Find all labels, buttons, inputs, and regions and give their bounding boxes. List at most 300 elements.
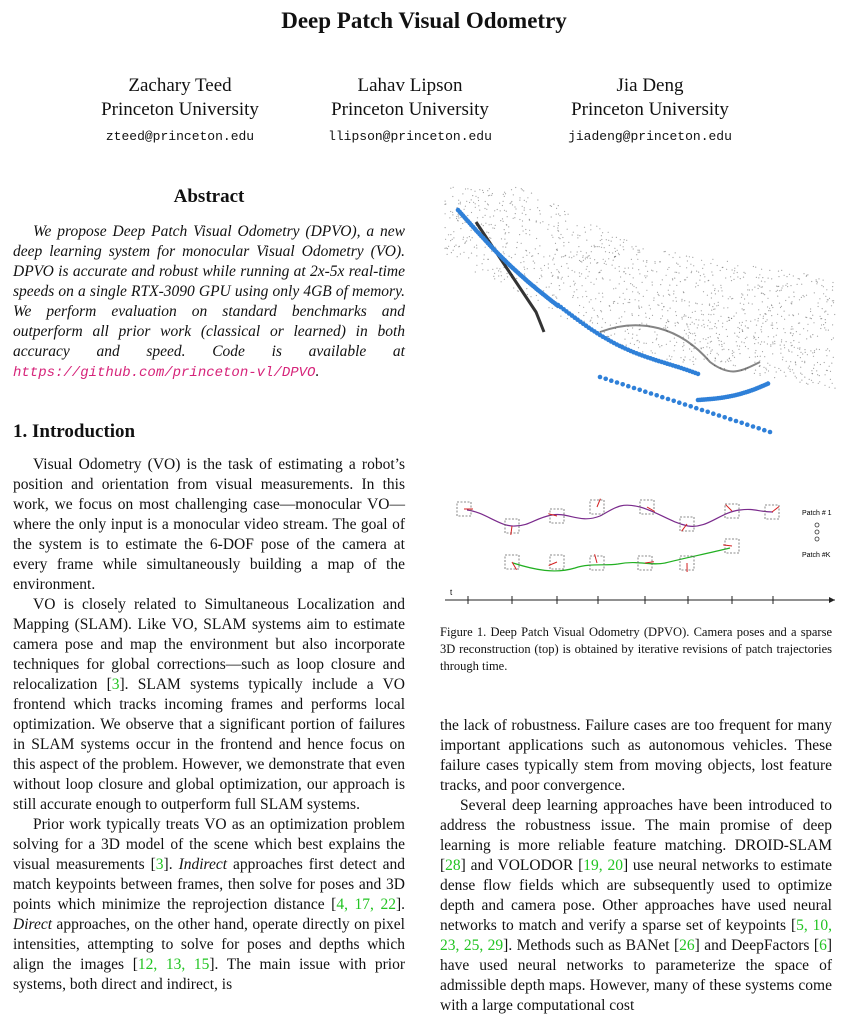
camera-pose-marker — [677, 400, 682, 405]
cloud-point — [614, 301, 615, 302]
cloud-point — [737, 276, 738, 277]
cloud-point — [711, 310, 712, 311]
cloud-point — [777, 314, 778, 315]
cloud-point — [611, 241, 612, 242]
cloud-point — [708, 320, 709, 321]
cloud-point — [804, 296, 805, 297]
cloud-point — [510, 203, 511, 204]
cloud-point — [501, 281, 502, 282]
cloud-point — [456, 216, 457, 217]
cloud-point — [586, 257, 587, 258]
cloud-point — [467, 237, 468, 238]
cloud-point — [657, 334, 658, 335]
cloud-point — [765, 368, 766, 369]
cloud-point — [790, 332, 791, 333]
cloud-point — [471, 230, 472, 231]
cloud-point — [476, 255, 477, 256]
cloud-point — [551, 235, 552, 236]
cloud-point — [614, 256, 615, 257]
cloud-point — [585, 278, 586, 279]
camera-pose-marker — [696, 372, 701, 377]
cloud-point — [618, 253, 619, 254]
cloud-point — [700, 341, 701, 342]
left-column — [13, 186, 405, 995]
author-name: Zachary Teed — [128, 75, 232, 96]
cloud-point — [610, 325, 611, 326]
cloud-point — [759, 286, 760, 287]
cloud-point — [577, 237, 578, 238]
cloud-point — [742, 329, 743, 330]
cloud-point — [483, 259, 484, 260]
cloud-point — [522, 213, 523, 214]
cloud-point — [606, 239, 607, 240]
cloud-point — [758, 318, 759, 319]
cloud-point — [758, 337, 759, 338]
cloud-point — [504, 253, 505, 254]
cloud-point — [762, 301, 763, 302]
emphasis: Indirect — [178, 856, 228, 873]
cloud-point — [576, 254, 577, 255]
cloud-point — [818, 383, 819, 384]
cloud-point — [810, 308, 811, 309]
cloud-point — [556, 214, 557, 215]
cloud-point — [561, 256, 562, 257]
cloud-point — [669, 285, 670, 286]
flow-arrow — [772, 507, 779, 513]
cloud-point — [824, 311, 825, 312]
cloud-point — [807, 384, 808, 385]
flow-arrow — [511, 526, 512, 535]
cloud-point — [632, 327, 633, 328]
cloud-point — [621, 316, 622, 317]
cloud-point — [712, 349, 713, 350]
cloud-point — [639, 273, 640, 274]
cloud-point — [513, 287, 514, 288]
cloud-point — [709, 328, 710, 329]
cloud-point — [798, 313, 799, 314]
cloud-point — [747, 289, 748, 290]
cloud-point — [491, 195, 492, 196]
cloud-point — [817, 336, 818, 337]
cloud-point — [632, 291, 633, 292]
cloud-point — [641, 307, 642, 308]
cloud-point — [833, 357, 834, 358]
flow-arrow — [723, 545, 732, 546]
cloud-point — [823, 324, 824, 325]
cloud-point — [728, 349, 729, 350]
cloud-point — [773, 336, 774, 337]
cloud-point — [786, 341, 787, 342]
cloud-point — [609, 279, 610, 280]
cloud-point — [476, 247, 477, 248]
cloud-point — [722, 267, 723, 268]
cloud-point — [814, 292, 815, 293]
cloud-point — [450, 188, 451, 189]
citation-link[interactable]: 19, 20 — [583, 857, 623, 874]
cloud-point — [714, 360, 715, 361]
cloud-point — [471, 253, 472, 254]
cloud-point — [790, 371, 791, 372]
cloud-point — [559, 285, 560, 286]
patch-1-label: Patch # 1 — [802, 510, 832, 517]
cloud-point — [793, 275, 794, 276]
cloud-point — [776, 291, 777, 292]
abstract-section — [13, 186, 405, 383]
cloud-point — [755, 352, 756, 353]
cloud-point — [759, 373, 760, 374]
cloud-point — [529, 234, 530, 235]
cloud-point — [777, 328, 778, 329]
cloud-point — [674, 345, 675, 346]
cloud-point — [526, 255, 527, 256]
cloud-point — [496, 268, 497, 269]
cloud-point — [458, 246, 459, 247]
cloud-point — [818, 306, 819, 307]
cloud-point — [718, 305, 719, 306]
cloud-point — [780, 307, 781, 308]
cloud-point — [570, 286, 571, 287]
cloud-point — [666, 322, 667, 323]
cloud-point — [558, 271, 559, 272]
cloud-point — [574, 284, 575, 285]
cloud-point — [636, 254, 637, 255]
cloud-point — [743, 277, 744, 278]
cloud-point — [502, 218, 503, 219]
cloud-point — [521, 243, 522, 244]
author-email[interactable]: zteed@princeton.edu — [105, 129, 255, 144]
cloud-point — [610, 310, 611, 311]
cloud-point — [723, 349, 724, 350]
figure-1 — [440, 182, 840, 622]
cloud-point — [700, 275, 701, 276]
cloud-point — [762, 277, 763, 278]
cloud-point — [709, 305, 710, 306]
cloud-point — [635, 299, 636, 300]
cloud-point — [660, 318, 661, 319]
cloud-point — [629, 302, 630, 303]
camera-pose-marker — [654, 393, 659, 398]
cloud-point — [731, 280, 732, 281]
cloud-point — [687, 277, 688, 278]
cloud-point — [833, 300, 834, 301]
cloud-point — [690, 264, 691, 265]
cloud-point — [701, 314, 702, 315]
cloud-point — [759, 274, 760, 275]
cloud-point — [516, 278, 517, 279]
ellipsis-dot — [815, 537, 819, 541]
cloud-point — [710, 314, 711, 315]
cloud-point — [581, 273, 582, 274]
cloud-point — [630, 343, 631, 344]
cloud-point — [792, 335, 793, 336]
cloud-point — [489, 195, 490, 196]
cloud-point — [444, 204, 445, 205]
cloud-point — [474, 191, 475, 192]
citation-link[interactable]: 3 — [155, 856, 164, 873]
cloud-point — [780, 348, 781, 349]
cloud-point — [465, 206, 466, 207]
citation-link[interactable]: 5, 10, 23, 25, 29 — [440, 917, 833, 954]
cloud-point — [652, 284, 653, 285]
cloud-point — [657, 292, 658, 293]
cloud-point — [793, 372, 794, 373]
cloud-point — [449, 217, 450, 218]
cloud-point — [756, 277, 757, 278]
cloud-point — [647, 271, 648, 272]
cloud-point — [658, 294, 659, 295]
cloud-point — [737, 272, 738, 273]
cloud-point — [629, 274, 630, 275]
cloud-point — [556, 269, 557, 270]
cloud-point — [738, 349, 739, 350]
cloud-point — [619, 283, 620, 284]
cloud-point — [537, 199, 538, 200]
cloud-point — [563, 242, 564, 243]
cloud-point — [689, 256, 690, 257]
cloud-point — [759, 366, 760, 367]
cloud-point — [799, 278, 800, 279]
cloud-point — [676, 263, 677, 264]
cloud-point — [814, 350, 815, 351]
cloud-point — [529, 230, 530, 231]
author-email[interactable]: llipson@princeton.edu — [328, 129, 492, 144]
citation-link[interactable]: 6 — [819, 937, 827, 954]
cloud-point — [720, 285, 721, 286]
cloud-point — [444, 248, 445, 249]
cloud-point — [522, 189, 523, 190]
cloud-point — [535, 248, 536, 249]
cloud-point — [445, 213, 446, 214]
cloud-point — [591, 246, 592, 247]
cloud-point — [560, 316, 561, 317]
cloud-point — [590, 262, 591, 263]
cloud-point — [541, 275, 542, 276]
cloud-point — [701, 310, 702, 311]
cloud-point — [799, 347, 800, 348]
cloud-point — [589, 271, 590, 272]
cloud-point — [649, 305, 650, 306]
cloud-point — [557, 277, 558, 278]
cloud-point — [624, 268, 625, 269]
cloud-point — [590, 229, 591, 230]
cloud-point — [577, 225, 578, 226]
cloud-point — [507, 242, 508, 243]
cloud-point — [785, 332, 786, 333]
cloud-point — [488, 204, 489, 205]
cloud-point — [462, 223, 463, 224]
cloud-point — [683, 345, 684, 346]
cloud-point — [614, 333, 615, 334]
cloud-point — [825, 319, 826, 320]
cloud-point — [733, 273, 734, 274]
cloud-point — [643, 343, 644, 344]
cloud-point — [785, 285, 786, 286]
citation-link[interactable]: 26 — [679, 937, 695, 954]
cloud-point — [743, 304, 744, 305]
cloud-point — [639, 252, 640, 253]
cloud-point — [772, 328, 773, 329]
citation-link[interactable]: 12, 13, 15 — [137, 956, 210, 973]
figure-graphic — [440, 182, 840, 622]
cloud-point — [645, 277, 646, 278]
cloud-point — [501, 238, 502, 239]
cloud-point — [597, 262, 598, 263]
camera-pose-marker — [603, 377, 608, 382]
cloud-point — [504, 192, 505, 193]
cloud-point — [833, 302, 834, 303]
cloud-point — [486, 209, 487, 210]
cloud-point — [726, 329, 727, 330]
code-link[interactable]: https://github.com/princeton-vl/DPVO — [13, 365, 316, 381]
cloud-point — [685, 279, 686, 280]
cloud-point — [728, 361, 729, 362]
cloud-point — [458, 220, 459, 221]
cloud-point — [524, 207, 525, 208]
cloud-point — [806, 276, 807, 277]
cloud-point — [760, 344, 761, 345]
cloud-point — [733, 279, 734, 280]
cloud-point — [465, 242, 466, 243]
cloud-point — [726, 269, 727, 270]
cloud-point — [482, 217, 483, 218]
cloud-point — [573, 256, 574, 257]
cloud-point — [722, 349, 723, 350]
cloud-point — [806, 383, 807, 384]
cloud-point — [734, 357, 735, 358]
cloud-point — [754, 343, 755, 344]
cloud-point — [639, 341, 640, 342]
cloud-point — [760, 314, 761, 315]
cloud-point — [505, 247, 506, 248]
cloud-point — [703, 314, 704, 315]
citation-link[interactable]: 28 — [445, 857, 461, 874]
cloud-point — [659, 346, 660, 347]
cloud-point — [754, 373, 755, 374]
cloud-point — [616, 323, 617, 324]
cloud-point — [596, 278, 597, 279]
cloud-point — [561, 266, 562, 267]
cloud-point — [572, 270, 573, 271]
cloud-point — [789, 315, 790, 316]
cloud-point — [527, 294, 528, 295]
camera-pose-marker — [620, 382, 625, 387]
cloud-point — [524, 269, 525, 270]
cloud-point — [800, 352, 801, 353]
cloud-point — [500, 220, 501, 221]
cloud-point — [646, 262, 647, 263]
cloud-point — [710, 322, 711, 323]
cloud-point — [771, 305, 772, 306]
cloud-point — [764, 356, 765, 357]
cloud-point — [623, 293, 624, 294]
cloud-point — [717, 353, 718, 354]
cloud-point — [812, 382, 813, 383]
cloud-point — [711, 293, 712, 294]
cloud-point — [503, 251, 504, 252]
point-cloud — [444, 187, 835, 389]
cloud-point — [517, 242, 518, 243]
cloud-point — [547, 229, 548, 230]
cloud-point — [567, 318, 568, 319]
cloud-point — [551, 216, 552, 217]
cloud-point — [792, 328, 793, 329]
cloud-point — [767, 319, 768, 320]
cloud-point — [668, 290, 669, 291]
cloud-point — [795, 361, 796, 362]
cloud-point — [604, 332, 605, 333]
cloud-point — [600, 301, 601, 302]
citation-link[interactable]: 4, 17, 22 — [336, 896, 396, 913]
cloud-point — [634, 344, 635, 345]
cloud-point — [690, 317, 691, 318]
cloud-point — [572, 234, 573, 235]
cloud-point — [478, 200, 479, 201]
cloud-point — [712, 259, 713, 260]
cloud-point — [658, 295, 659, 296]
cloud-point — [506, 224, 507, 225]
cloud-point — [687, 324, 688, 325]
patch-1-trajectory — [467, 505, 773, 526]
cloud-point — [601, 311, 602, 312]
cloud-point — [604, 247, 605, 248]
cloud-point — [605, 322, 606, 323]
cloud-point — [807, 354, 808, 355]
paper-title: Deep Patch Visual Odometry — [281, 8, 567, 33]
cloud-point — [736, 312, 737, 313]
cloud-point — [539, 210, 540, 211]
cloud-point — [460, 202, 461, 203]
camera-pose-marker — [734, 419, 739, 424]
cloud-point — [676, 272, 677, 273]
cloud-point — [688, 335, 689, 336]
cloud-point — [645, 313, 646, 314]
cloud-point — [744, 309, 745, 310]
cloud-point — [683, 361, 684, 362]
cloud-point — [771, 325, 772, 326]
cloud-point — [822, 308, 823, 309]
cloud-point — [534, 262, 535, 263]
cloud-point — [522, 206, 523, 207]
cloud-point — [801, 380, 802, 381]
cloud-point — [594, 245, 595, 246]
cloud-point — [565, 214, 566, 215]
cloud-point — [494, 273, 495, 274]
cloud-point — [466, 240, 467, 241]
cloud-point — [460, 203, 461, 204]
cloud-point — [785, 300, 786, 301]
author-email[interactable]: jiadeng@princeton.edu — [568, 129, 732, 144]
cloud-point — [675, 252, 676, 253]
cloud-point — [807, 274, 808, 275]
author-name: Lahav Lipson — [357, 75, 463, 96]
cloud-point — [578, 246, 579, 247]
cloud-point — [598, 272, 599, 273]
cloud-point — [708, 314, 709, 315]
cloud-point — [507, 216, 508, 217]
cloud-point — [791, 301, 792, 302]
cloud-point — [619, 271, 620, 272]
cloud-point — [787, 286, 788, 287]
cloud-point — [784, 345, 785, 346]
cloud-point — [552, 295, 553, 296]
camera-pose-marker — [688, 404, 693, 409]
cloud-point — [745, 325, 746, 326]
citation-link[interactable]: 3 — [111, 676, 120, 693]
cloud-point — [772, 343, 773, 344]
cloud-point — [799, 334, 800, 335]
cloud-point — [617, 250, 618, 251]
cloud-point — [802, 353, 803, 354]
